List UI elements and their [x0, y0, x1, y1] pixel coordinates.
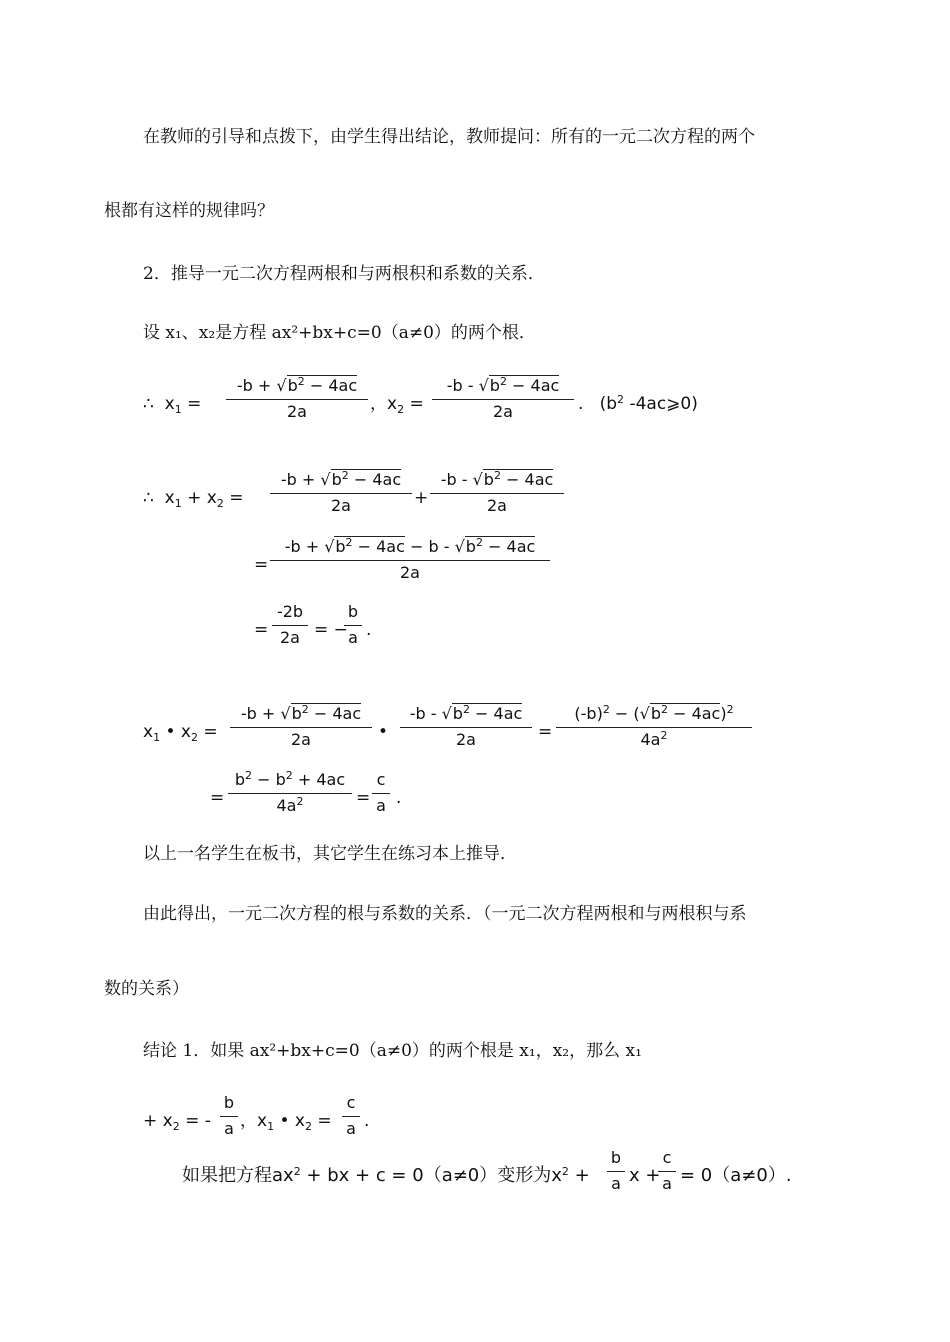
para-intro-line-2: 根都有这样的规律吗？	[104, 201, 274, 221]
conclusion-intro-line-2: 数的关系）	[104, 979, 189, 999]
para-intro-line-1: 在教师的引导和点拨下，由学生得出结论，教师提问：所有的一元二次方程的两个	[143, 127, 755, 147]
setup-text: 设 x₁、x₂是方程 ax²+bx+c=0（a≠0）的两个根．	[143, 323, 536, 343]
board-note: 以上一名学生在板书，其它学生在练习本上推导．	[143, 844, 517, 864]
conclusion-intro-line-1: 由此得出，一元二次方程的根与系数的关系．（一元二次方程两根和与两根积与系	[143, 904, 747, 924]
heading-2: 2．推导一元二次方程两根和与两根积和系数的关系．	[143, 264, 545, 284]
conclusion-1: 结论 1．如果 ax²+bx+c=0（a≠0）的两个根是 x₁，x₂，那么 x₁	[143, 1041, 642, 1061]
